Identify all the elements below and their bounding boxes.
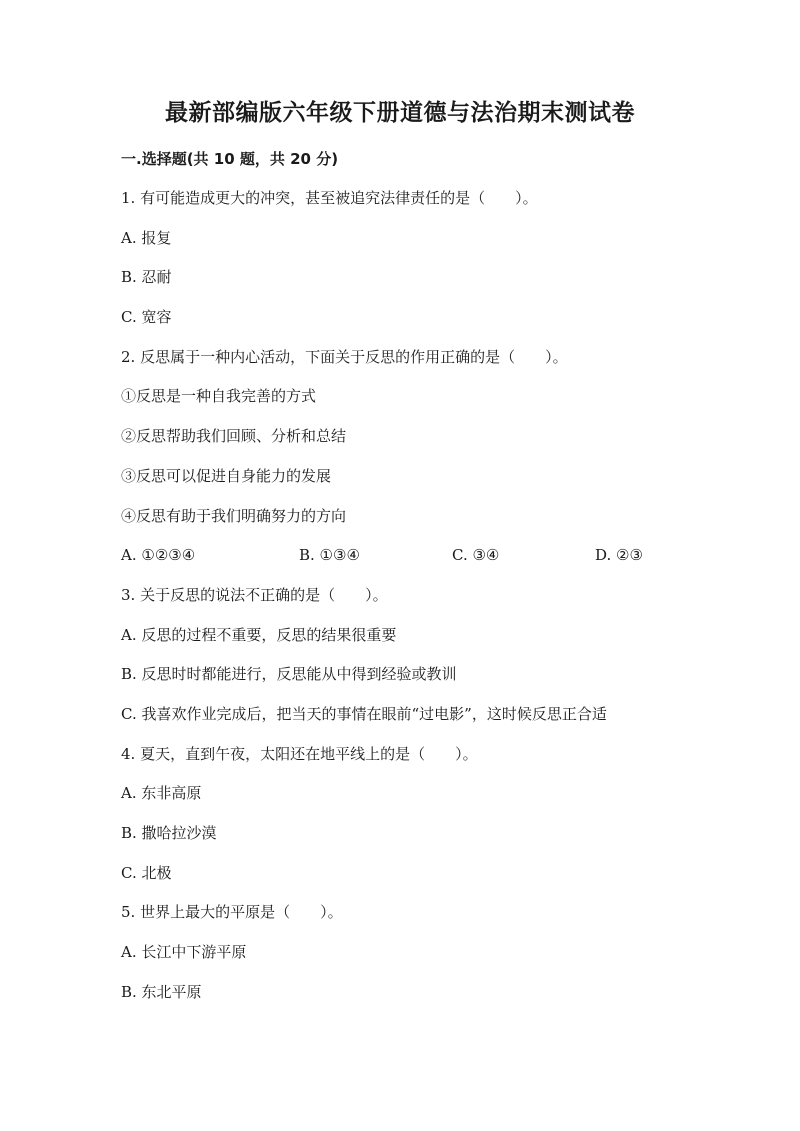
- option-b: B. 反思时时都能进行，反思能从中得到经验或教训: [121, 665, 457, 684]
- option-d: D. ②③: [595, 546, 643, 565]
- section-heading: 一.选择题(共 10 题，共 20 分): [121, 150, 339, 168]
- option-a: A. 东非高原: [121, 784, 202, 803]
- option-a: A. 反思的过程不重要，反思的结果很重要: [121, 625, 397, 644]
- option-a: A. 长江中下游平原: [121, 943, 247, 962]
- option-b: B. 忍耐: [121, 268, 172, 287]
- statement-4: ④反思有助于我们明确努力的方向: [121, 506, 347, 525]
- statement-1: ①反思是一种自我完善的方式: [121, 387, 317, 406]
- exam-title: 最新部编版六年级下册道德与法治期末测试卷: [165, 100, 635, 126]
- question-stem: 5. 世界上最大的平原是（ ）。: [121, 903, 343, 922]
- question-list: [121, 186, 681, 1019]
- question-stem: 1. 有可能造成更大的冲突，甚至被追究法律责任的是（ ）。: [121, 189, 538, 207]
- option-b: B. ①③④: [299, 546, 360, 565]
- statement-2: ②反思帮助我们回顾、分析和总结: [121, 427, 347, 446]
- option-c: C. 北极: [121, 863, 172, 882]
- options-row: [121, 543, 681, 583]
- option-c: C. 我喜欢作业完成后，把当天的事情在眼前“过电影”，这时候反思正合适: [121, 704, 607, 723]
- option-c: C. 宽容: [121, 308, 172, 327]
- question-stem: 3. 关于反思的说法不正确的是（ ）。: [121, 585, 388, 604]
- question-stem: 2. 反思属于一种内心活动，下面关于反思的作用正确的是（ ）。: [121, 347, 568, 366]
- option-b: B. 撒哈拉沙漠: [121, 824, 217, 842]
- statement-3: ③反思可以促进自身能力的发展: [121, 466, 332, 485]
- option-b: B. 东北平原: [121, 982, 202, 1001]
- option-a: A. ①②③④: [121, 546, 196, 565]
- option-a: A. 报复: [121, 228, 172, 247]
- question-stem: 4. 夏天，直到午夜，太阳还在地平线上的是（ ）。: [121, 744, 478, 763]
- option-c: C. ③④: [452, 546, 500, 565]
